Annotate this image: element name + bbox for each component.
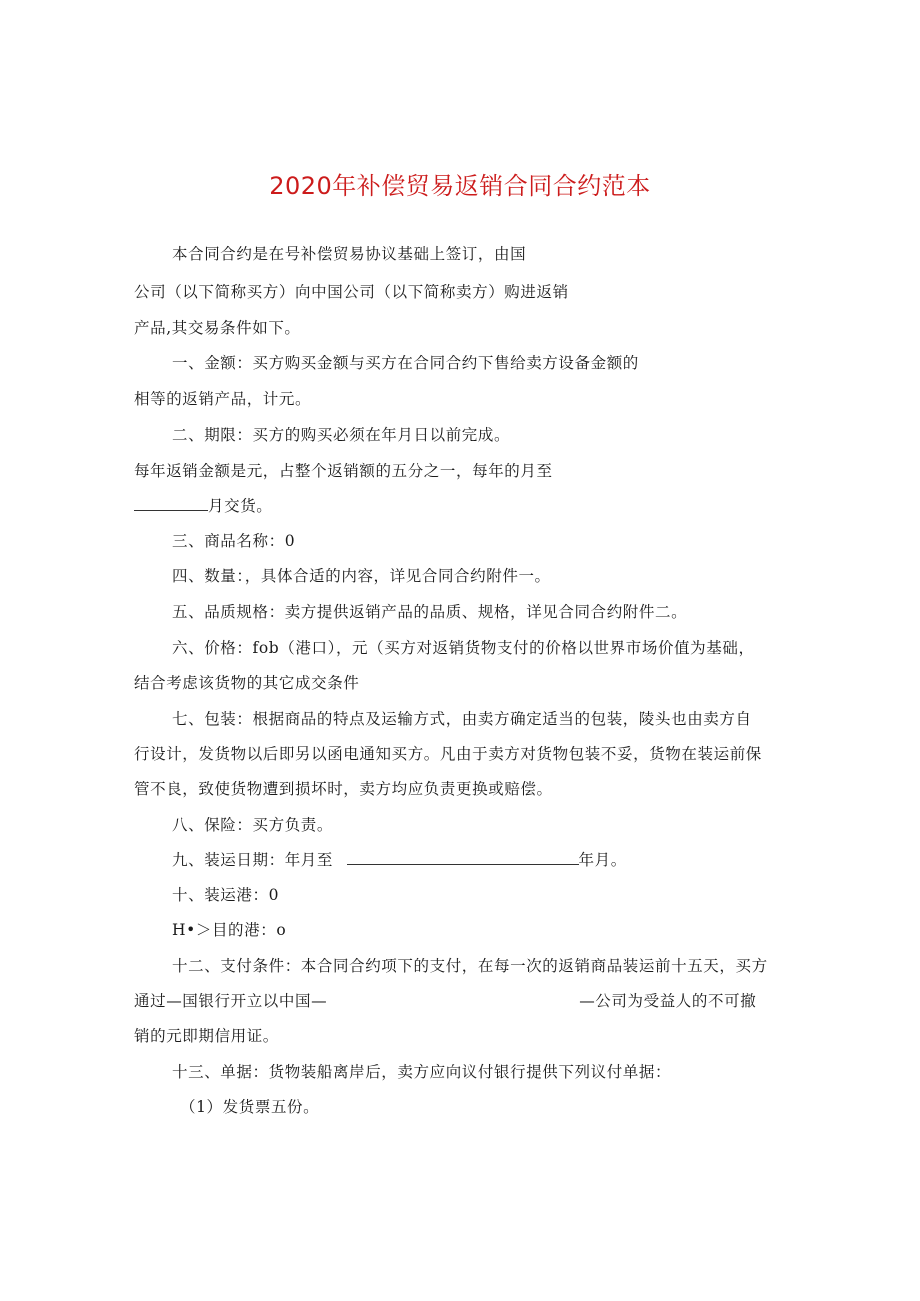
clause-6-line-2: 结合考虑该货物的其它成交条件 (134, 674, 360, 692)
clause-10: 十、装运港：0 (172, 886, 280, 904)
clause-7-line-2: 行设计，发货物以后即另以函电通知买方。凡由于卖方对货物包装不妥，货物在装运前保 (134, 745, 762, 763)
clause-1-line-1: 一、金额：买方购买金额与买方在合同合约下售给卖方设备金额的 (172, 354, 639, 372)
clause-9-text-end: 年月。 (578, 851, 627, 869)
clause-6-line-1: 六、价格：fob（港口），元（买方对返销货物支付的价格以世界市场价值为基础， (172, 639, 755, 657)
clause-1-line-2: 相等的返销产品，计元。 (134, 390, 312, 408)
clause-9 (172, 850, 627, 870)
clause-13-item-1: （1）发货票五份。 (180, 1098, 320, 1116)
clause-11: H•＞目的港：o (172, 921, 287, 939)
clause-3: 三、商品名称：0 (172, 532, 296, 550)
clause-13: 十三、单据：货物装船离岸后，卖方应向议付银行提供下列议付单据： (172, 1063, 672, 1081)
intro-line-2: 公司（以下简称买方）向中国公司（以下简称卖方）购进返销 (134, 283, 569, 301)
fill-in-blank (347, 850, 579, 865)
clause-7-line-1: 七、包装：根据商品的特点及运输方式，由卖方确定适当的包装，陵头也由卖方自 (172, 710, 752, 728)
clause-4: 四、数量：，具体合适的内容，详见合同合约附件一。 (172, 567, 551, 585)
clause-2-line-1: 二、期限：买方的购买必须在年月日以前完成。 (172, 426, 511, 444)
clause-12-line-3: 销的元即期信用证。 (134, 1027, 279, 1045)
clause-12-line-2 (134, 991, 756, 1011)
clause-8: 八、保险：买方负责。 (172, 816, 334, 834)
intro-line-3: 产品,其交易条件如下。 (134, 319, 301, 337)
clause-12-line-2-end: —公司为受益人的不可撤 (579, 992, 757, 1010)
clause-5: 五、品质规格：卖方提供返销产品的品质、规格，详见合同合约附件二。 (172, 603, 688, 621)
clause-12-line-2-start: 通过—国银行开立以中国— (134, 992, 328, 1010)
clause-2-line-2: 每年返销金额是元，占整个返销额的五分之一，每年的月至 (134, 462, 553, 480)
clause-7-line-3: 管不良，致使货物遭到损坏时，卖方均应负责更换或赔偿。 (134, 780, 553, 798)
intro-line-1: 本合同合约是在号补偿贸易协议基础上签订，由国 (172, 245, 527, 263)
clause-9-text-start: 九、装运日期：年月至 (172, 851, 334, 869)
clause-12-line-1: 十二、支付条件：本合同合约项下的支付，在每一次的返销商品装运前十五天，买方 (172, 957, 768, 975)
document-title: 2020年补偿贸易返销合同合约范本 (269, 172, 651, 200)
clause-2-line-3 (134, 496, 272, 516)
fill-in-blank (134, 496, 208, 511)
clause-2-line-3-text: 月交货。 (208, 497, 273, 515)
